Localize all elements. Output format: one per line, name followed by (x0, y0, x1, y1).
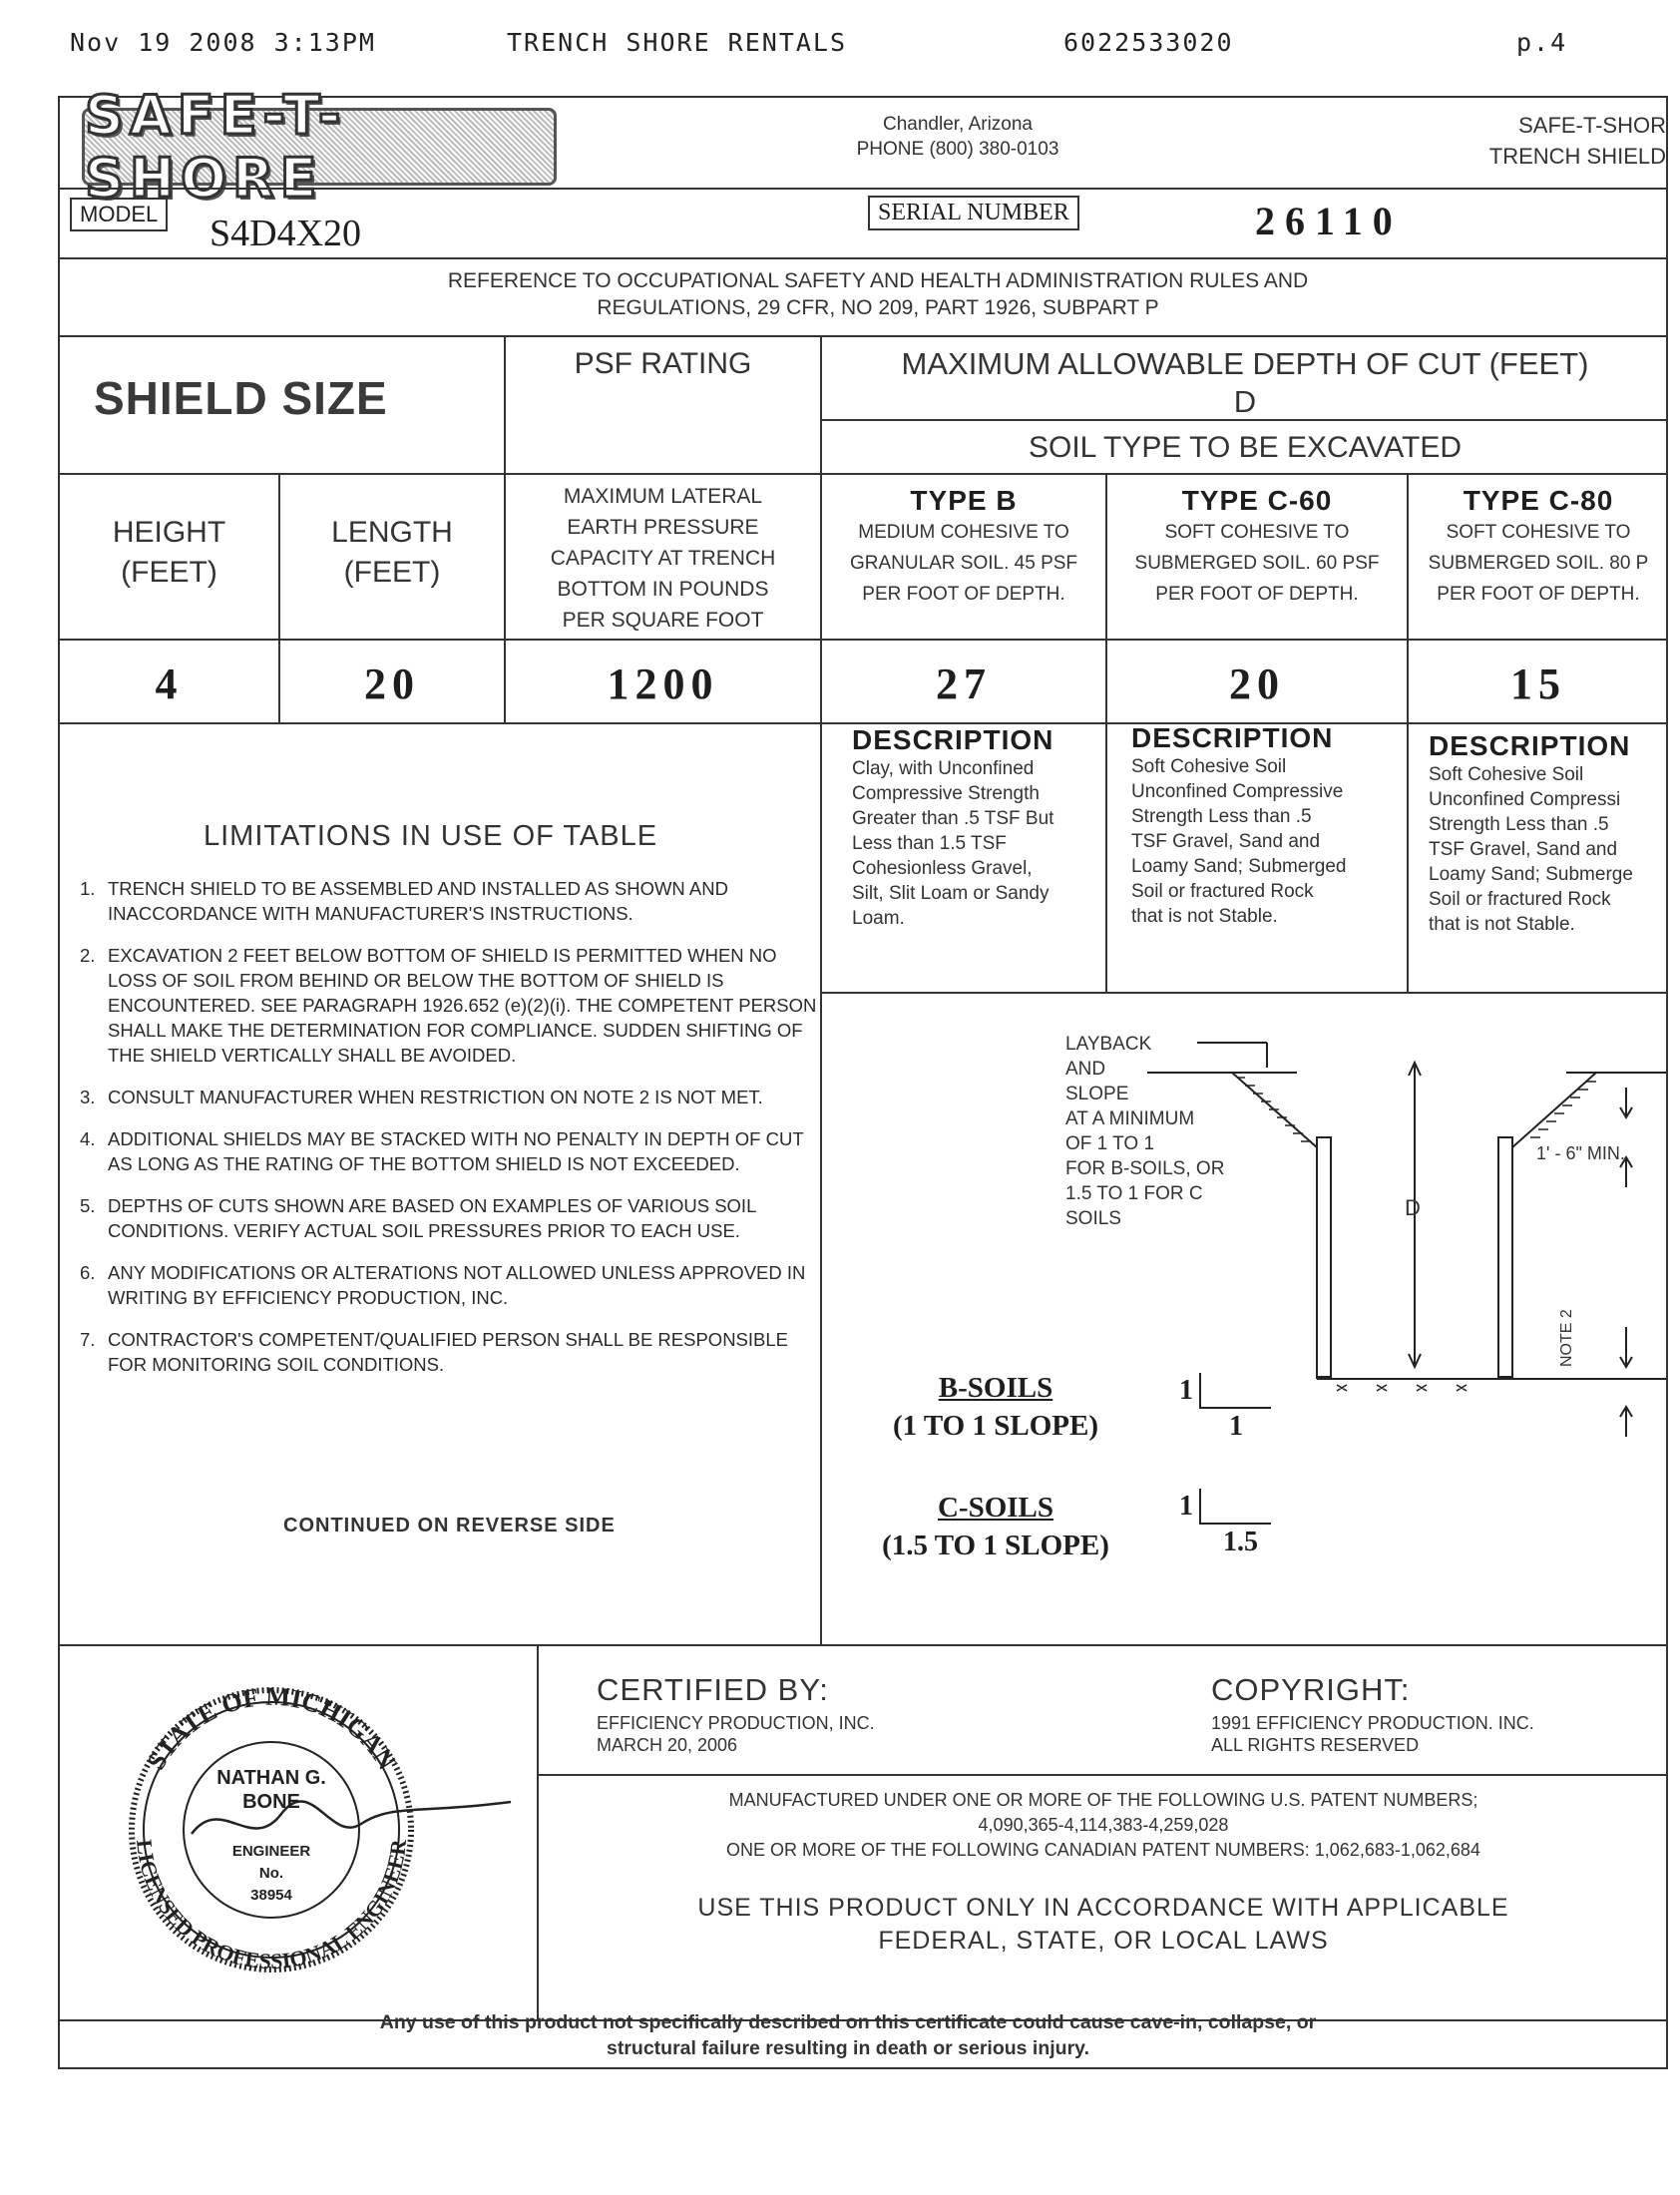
c-soils-label: C-SOILS (937, 1492, 1054, 1524)
max-depth-symbol: D (1233, 384, 1257, 419)
b-soils-slope: (1 TO 1 SLOPE) (892, 1410, 1098, 1442)
svg-text:No.: No. (258, 1865, 284, 1882)
description-line: Unconfined Compressive (1131, 781, 1344, 802)
max-depth-header: MAXIMUM ALLOWABLE DEPTH OF CUT (FEET) (901, 346, 1589, 381)
safe-t-shore-logo: SAFE-T-SHORE (82, 108, 557, 186)
pressure-line: CAPACITY AT TRENCH (550, 547, 776, 570)
header-phone: PHONE (800) 380-0103 (856, 139, 1059, 160)
limitation-item: 2. EXCAVATION 2 FEET BELOW BOTTOM OF SHIELD IS PERMITTED WHEN NO LOSS OF SOIL FROM BEHIND OR BELOW THE BOTTOM OF SHIELD IS ENCOUNTERED. SEE PARAGRAPH 1926.652 (e)(2)(i). THE COMPETENT PERSON SHALL MAKE THE DETERMINATION FOR COMPLIANCE. SUDDEN SHIFTING OF THE SHIELD VERTICALLY SHALL BE AVOIDED. (80, 945, 817, 1066)
warning-line-2: structural failure resulting in death or serious injury. (607, 2037, 1089, 2059)
layback-line: OF 1 TO 1 (1065, 1133, 1155, 1154)
copyright-title: COPYRIGHT: (1211, 1672, 1411, 1707)
layback-line: AT A MINIMUM (1065, 1108, 1195, 1129)
description-line: Greater than .5 TSF But (852, 808, 1054, 829)
patents-line-1: MANUFACTURED UNDER ONE OR MORE OF THE FOLLOWING U.S. PATENT NUMBERS; (728, 1790, 1478, 1810)
certified-company: EFFICIENCY PRODUCTION, INC. (597, 1713, 875, 1733)
type-c60-desc: SOFT COHESIVE TO (1164, 522, 1350, 543)
layback-line: 1.5 TO 1 FOR C (1065, 1183, 1203, 1204)
model-label: MODEL (70, 198, 168, 231)
description-line: Loamy Sand; Submerged (1131, 856, 1347, 877)
height-value: 4 (155, 659, 184, 708)
description-line: TSF Gravel, Sand and (1131, 831, 1321, 852)
description-line: Cohesionless Gravel, (852, 858, 1033, 879)
type-c80-desc: SUBMERGED SOIL. 80 P (1428, 553, 1649, 574)
type-c60-desc: PER FOOT OF DEPTH. (1155, 584, 1359, 605)
model-value: S4D4X20 (210, 213, 362, 254)
type-c60-depth: 20 (1229, 659, 1285, 708)
c-soils-slope: (1.5 TO 1 SLOPE) (882, 1530, 1109, 1561)
description-line: Less than 1.5 TSF (852, 833, 1007, 854)
fax-phone: 6022533020 (1063, 28, 1234, 57)
serial-value: 26110 (1255, 199, 1403, 243)
description-line: Compressive Strength (852, 783, 1040, 804)
description-line: TSF Gravel, Sand and (1429, 839, 1618, 860)
layback-line: SLOPE (1065, 1084, 1129, 1104)
serial-label: SERIAL NUMBER (868, 196, 1079, 230)
limitations-list (80, 876, 820, 1377)
shield-size-header: SHIELD SIZE (94, 372, 388, 424)
length-value: 20 (364, 659, 420, 708)
limitation-item: 5. DEPTHS OF CUTS SHOWN ARE BASED ON EXAMPLES OF VARIOUS SOIL CONDITIONS. VERIFY ACTUAL SOIL PRESSURES PRIOR TO EACH USE. (80, 1195, 756, 1241)
limitation-item: 4. ADDITIONAL SHIELDS MAY BE STACKED WITH NO PENALTY IN DEPTH OF CUT AS LONG AS THE RATING OF THE BOTTOM SHIELD IS NOT EXCEEDED. (80, 1128, 804, 1174)
description-title: DESCRIPTION (1429, 730, 1631, 761)
height-unit: (FEET) (121, 556, 217, 589)
limitations-title: LIMITATIONS IN USE OF TABLE (204, 820, 658, 852)
type-c80-desc: PER FOOT OF DEPTH. (1437, 584, 1640, 605)
patents-line-2: 4,090,365-4,114,383-4,259,028 (978, 1815, 1229, 1835)
description-line: Loamy Sand; Submerge (1429, 864, 1633, 885)
description-line: Loam. (852, 908, 905, 929)
description-line: Soil or fractured Rock (1429, 889, 1611, 910)
soil-type-header: SOIL TYPE TO BE EXCAVATED (1028, 431, 1463, 464)
continued-note: CONTINUED ON REVERSE SIDE (283, 1515, 616, 1536)
type-b-desc: GRANULAR SOIL. 45 PSF (849, 553, 1078, 574)
copyright-line-2: ALL RIGHTS RESERVED (1211, 1735, 1420, 1755)
pressure-line: BOTTOM IN POUNDS (557, 578, 769, 601)
certified-date: MARCH 20, 2006 (597, 1735, 738, 1755)
reference-line-2: REGULATIONS, 29 CFR, NO 209, PART 1926, SUBPART P (597, 296, 1159, 319)
engineer-seal (92, 1684, 521, 1976)
pressure-line: EARTH PRESSURE (567, 516, 759, 539)
limitation-item: 3. CONSULT MANUFACTURER WHEN RESTRICTION ON NOTE 2 IS NOT MET. (80, 1087, 763, 1107)
description-line: Strength Less than .5 (1429, 814, 1609, 835)
description-line: Soil or fractured Rock (1131, 881, 1314, 902)
warning-line-1: Any use of this product not specifically described on this certificate could cause cave-in, collapse, or (379, 2011, 1317, 2033)
fax-date: Nov 19 2008 3:13PM (70, 28, 376, 57)
svg-text:ENGINEER: ENGINEER (231, 1843, 311, 1860)
reference-line-1: REFERENCE TO OCCUPATIONAL SAFETY AND HEALTH ADMINISTRATION RULES AND (447, 269, 1309, 292)
description-line: Clay, with Unconfined (852, 758, 1035, 779)
svg-text:38954: 38954 (250, 1887, 292, 1904)
layback-line: LAYBACK (1065, 1034, 1152, 1055)
description-title: DESCRIPTION (852, 724, 1054, 755)
fax-company: TRENCH SHORE RENTALS (507, 28, 848, 57)
b-rise: 1 (1179, 1375, 1193, 1406)
length-label: LENGTH (331, 516, 453, 549)
type-c60-header: TYPE C-60 (1181, 485, 1333, 516)
svg-text:BONE: BONE (242, 1791, 300, 1813)
length-unit: (FEET) (343, 556, 441, 589)
b-run: 1 (1229, 1411, 1243, 1442)
limitation-item: 7. CONTRACTOR'S COMPETENT/QUALIFIED PERSON SHALL BE RESPONSIBLE FOR MONITORING SOIL CONDITIONS. (80, 1329, 789, 1375)
limitation-item: 1. TRENCH SHIELD TO BE ASSEMBLED AND INSTALLED AS SHOWN AND INACCORDANCE WITH MANUFACTURER'S INSTRUCTIONS. (80, 878, 728, 924)
type-c80-header: TYPE C-80 (1463, 485, 1614, 516)
product-line-2: TRENCH SHIELD (1488, 144, 1666, 169)
height-label: HEIGHT (112, 516, 226, 549)
description-title: DESCRIPTION (1131, 722, 1334, 753)
b-soils-label: B-SOILS (938, 1372, 1053, 1404)
type-b-depth: 27 (936, 659, 992, 708)
d-label: D (1405, 1195, 1421, 1220)
product-line-1: SAFE-T-SHOR (1518, 113, 1666, 138)
description-line: that is not Stable. (1131, 906, 1278, 927)
copyright-line-1: 1991 EFFICIENCY PRODUCTION. INC. (1211, 1713, 1534, 1733)
pressure-line: PER SQUARE FOOT (562, 609, 764, 632)
c-rise: 1 (1179, 1491, 1193, 1522)
description-line: that is not Stable. (1429, 914, 1575, 935)
type-b-desc: MEDIUM COHESIVE TO (858, 522, 1069, 543)
type-b-header: TYPE B (910, 485, 1018, 516)
description-line: Unconfined Compressi (1429, 789, 1621, 810)
description-line: Strength Less than .5 (1131, 806, 1312, 827)
type-b-desc: PER FOOT OF DEPTH. (862, 584, 1065, 605)
usage-line-2: FEDERAL, STATE, OR LOCAL LAWS (878, 1927, 1329, 1955)
layback-line: SOILS (1065, 1208, 1121, 1229)
psf-rating-header: PSF RATING (574, 347, 752, 380)
layback-line: AND (1065, 1059, 1106, 1080)
svg-text:NATHAN G.: NATHAN G. (216, 1767, 326, 1789)
layback-line: FOR B-SOILS, OR (1065, 1158, 1225, 1179)
min-label: 1' - 6" MIN. (1536, 1143, 1625, 1163)
limitation-item: 6. ANY MODIFICATIONS OR ALTERATIONS NOT ALLOWED UNLESS APPROVED IN WRITING BY EFFICIENCY PRODUCTION, INC. (80, 1262, 806, 1308)
header-city: Chandler, Arizona (883, 114, 1033, 135)
description-line: Silt, Slit Loam or Sandy (852, 883, 1050, 904)
svg-text:LICENSED PROFESSIONAL ENGINEER: LICENSED PROFESSIONAL ENGINEER (131, 1838, 412, 1975)
description-line: Soft Cohesive Soil (1131, 756, 1287, 777)
usage-line-1: USE THIS PRODUCT ONLY IN ACCORDANCE WITH APPLICABLE (697, 1894, 1509, 1922)
trench-diagram (1147, 1028, 1666, 1437)
pressure-line: MAXIMUM LATERAL (563, 485, 763, 508)
note-2-label: NOTE 2 (1558, 1309, 1575, 1367)
patents-line-3: ONE OR MORE OF THE FOLLOWING CANADIAN PATENT NUMBERS: 1,062,683-1,062,684 (726, 1840, 1480, 1860)
svg-text:STATE OF MICHIGAN: STATE OF MICHIGAN (141, 1684, 402, 1775)
type-c60-desc: SUBMERGED SOIL. 60 PSF (1134, 553, 1380, 574)
description-line: Soft Cohesive Soil (1429, 764, 1584, 785)
c-run: 1.5 (1223, 1527, 1258, 1557)
fax-page: p.4 (1516, 28, 1568, 57)
certified-title: CERTIFIED BY: (597, 1672, 829, 1707)
type-c80-desc: SOFT COHESIVE TO (1446, 522, 1631, 543)
psf-value: 1200 (607, 659, 719, 708)
type-c80-depth: 15 (1510, 659, 1566, 708)
